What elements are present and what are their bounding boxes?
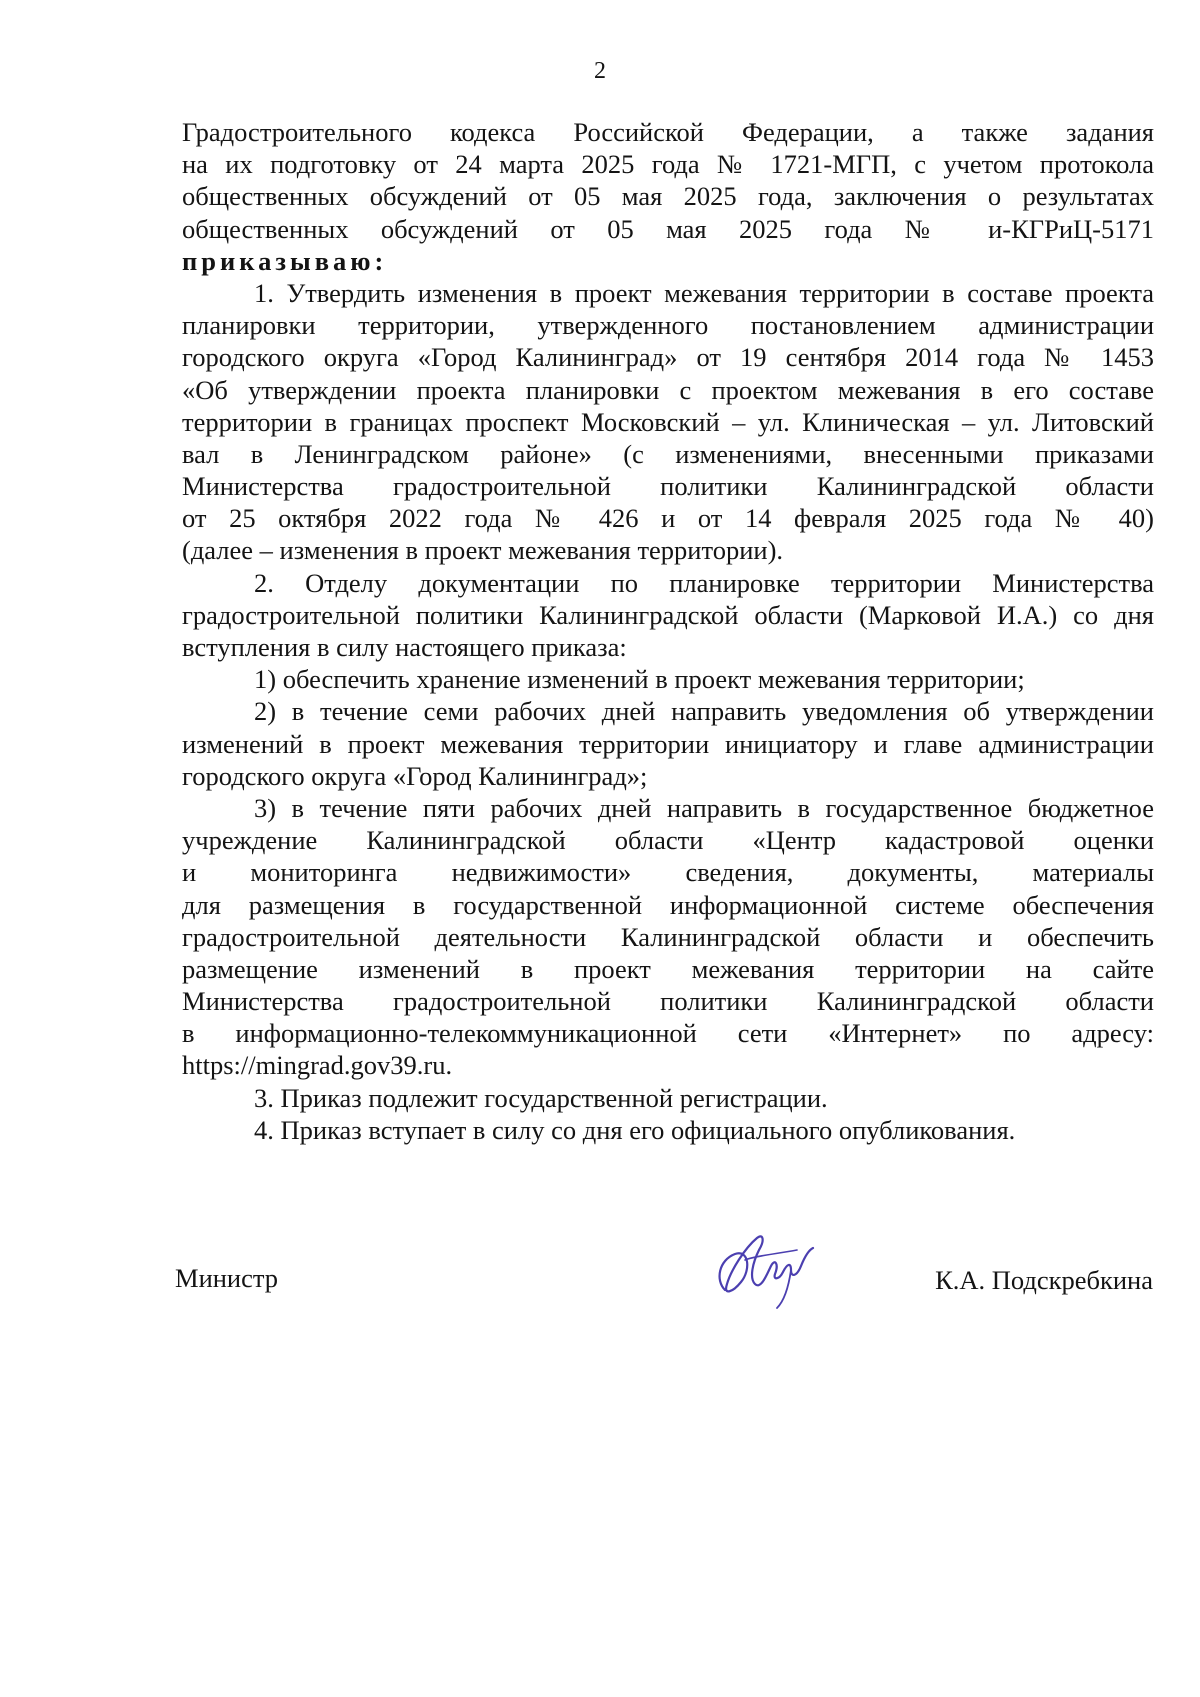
text-line: размещение изменений в проект межевания территории на сайте bbox=[182, 953, 1154, 984]
text-line: «Об утверждении проекта планировки с проектом межевания в его составе bbox=[182, 374, 1154, 405]
text-line: 2) в течение семи рабочих дней направить уведомления об утверждении bbox=[254, 696, 1154, 727]
text-line: 1. Утвердить изменения в проект межевания территории в составе проекта bbox=[254, 277, 1154, 308]
text-line: (далее – изменения в проект межевания территории). bbox=[182, 535, 784, 566]
text-line: изменений в проект межевания территории инициатору и главе администрации bbox=[182, 728, 1154, 759]
text-line: Градостроительного кодекса Российской Федерации, а также задания bbox=[182, 117, 1154, 147]
order-keyword: приказываю bbox=[182, 245, 375, 276]
text-line: на их подготовку от 24 марта 2025 года № 1721-МГП, с учетом протокола bbox=[182, 149, 1154, 180]
signatory-title: Министр bbox=[175, 1263, 279, 1293]
text-line: 3) в течение пяти рабочих дней направить в государственное бюджетное bbox=[254, 792, 1154, 823]
text-line: учреждение Калининградской области «Центр кадастровой оценки bbox=[182, 825, 1154, 856]
text-line: 3. Приказ подлежит государственной регистрации. bbox=[254, 1082, 828, 1113]
order-body-text bbox=[182, 116, 1154, 1146]
text-line: Министерства градостроительной политики Калининградской области bbox=[182, 471, 1154, 502]
text-line: от 25 октября 2022 года № 426 и от 14 февраля 2025 года № 40) bbox=[182, 503, 1154, 534]
text-line: 1) обеспечить хранение изменений в проект межевания территории; bbox=[254, 664, 1025, 695]
text-line: вступления в силу настоящего приказа: bbox=[182, 632, 627, 662]
signature-block bbox=[175, 1220, 1165, 1310]
text-line: градостроительной политики Калининградской области (Марковой И.А.) со дня bbox=[182, 599, 1154, 630]
page-number: 2 bbox=[594, 58, 606, 84]
text-line: для размещения в государственной информационной системе обеспечения bbox=[182, 889, 1154, 920]
text-line: вал в Ленинградском районе» (с изменениями, внесенными приказами bbox=[182, 438, 1154, 469]
signatory-name: К.А. Подскребкина bbox=[935, 1265, 1153, 1295]
text-line: общественных обсуждений от 05 мая 2025 года № и-КГРиЦ-5171 bbox=[182, 213, 1154, 244]
text-line: https://mingrad.gov39.ru. bbox=[182, 1050, 453, 1081]
text-line: 2. Отделу документации по планировке территории Министерства bbox=[254, 567, 1154, 598]
text-line: и мониторинга недвижимости» сведения, документы, материалы bbox=[182, 857, 1154, 888]
text-line: градостроительной деятельности Калининградской области и обеспечить bbox=[182, 921, 1154, 952]
text-line: территории в границах проспект Московский – ул. Клиническая – ул. Литовский bbox=[182, 406, 1154, 437]
text-line: планировки территории, утвержденного постановлением администрации bbox=[182, 310, 1154, 341]
text-line: городского округа «Город Калининград» от 19 сентября 2014 года № 1453 bbox=[182, 342, 1154, 373]
text-line: 4. Приказ вступает в силу со дня его официального опубликования. bbox=[254, 1114, 1016, 1145]
text-line bbox=[182, 245, 1154, 277]
handwritten-signature bbox=[705, 1220, 820, 1312]
order-keyword-colon: : bbox=[374, 245, 384, 276]
text-line: общественных обсуждений от 05 мая 2025 года, заключения о результатах bbox=[182, 181, 1154, 212]
text-line: Министерства градостроительной политики Калининградской области bbox=[182, 986, 1154, 1017]
text-line: в информационно-телекоммуникационной сети «Интернет» по адресу: bbox=[182, 1018, 1154, 1049]
text-line: городского округа «Город Калининград»; bbox=[182, 760, 648, 791]
